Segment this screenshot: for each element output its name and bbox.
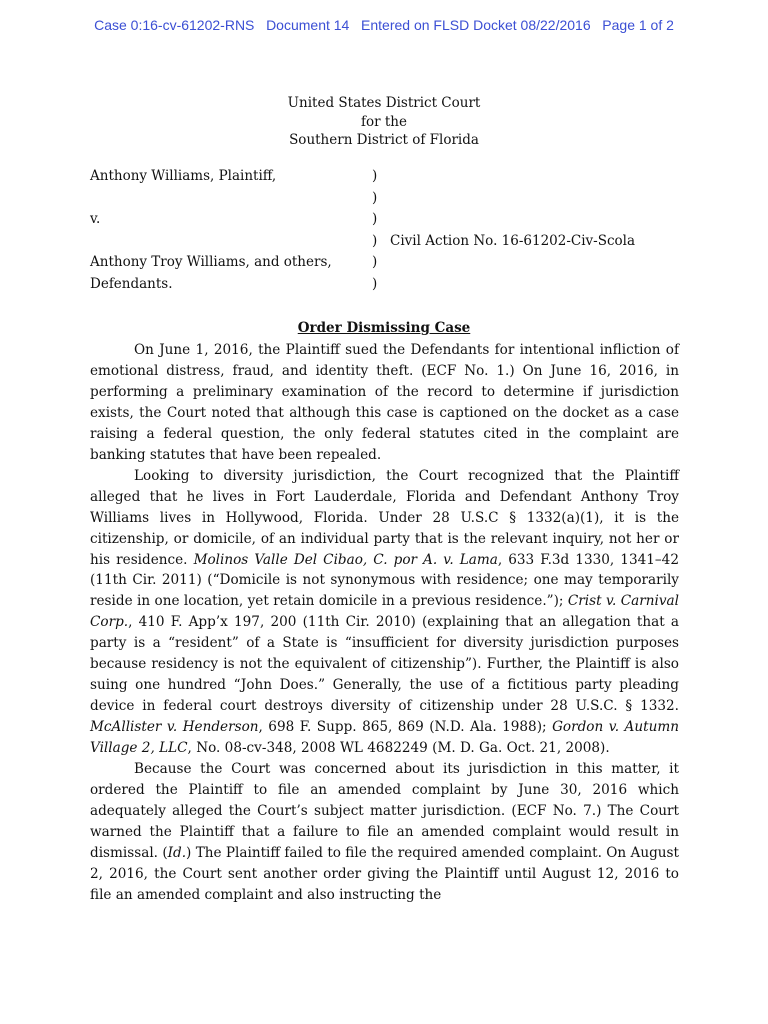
text-segment: , 698 F. Supp. 865, 869 (N.D. Ala. 1988);: [258, 719, 553, 736]
court-for: for the: [361, 113, 407, 130]
caption-row: [90, 188, 690, 210]
page-indicator: Page 1 of 2: [602, 17, 674, 33]
caption-paren: ): [372, 275, 378, 292]
case-citation: Molinos Valle Del Cibao, C. por A. v. Lama: [193, 551, 498, 568]
caption-paren: ): [372, 232, 378, 249]
caption-row: [90, 274, 690, 296]
case-citation: Crist v. Carnival Corp.: [90, 593, 680, 631]
text-segment: Because the Court was concerned about its jurisdiction in this matter, it ordered the Plaintiff to file an amended complaint by June 30, 2016 which adequately alleged the Court’s subject matter jurisdiction. (ECF No. 7.) The Court warned the Plaintiff that a failure to file an amended complaint would result in dismissal. (: [90, 761, 679, 861]
docket-header: [0, 17, 768, 33]
case-citation: Gordon v. Autumn Village 2, LLC: [90, 719, 679, 757]
case-caption: [90, 166, 690, 295]
caption-paren: ): [372, 211, 378, 227]
text-segment: , No. 08-cv-348, 2008 WL 4682249 (M. D. Ga. Oct. 21, 2008).: [187, 740, 610, 757]
caption-paren: ): [372, 168, 378, 184]
plaintiff-name: Anthony Williams, Plaintiff,: [90, 168, 277, 184]
court-name: United States District Court: [287, 95, 481, 111]
caption-row: [90, 231, 690, 253]
paragraph-3: [90, 759, 679, 906]
court-district: Southern District of Florida: [289, 132, 479, 148]
civil-action-number: Civil Action No. 16-61202-Civ-Scola: [390, 232, 636, 249]
caption-row: [90, 166, 690, 188]
text-segment: , 410 F. App’x 197, 200 (11th Cir. 2010) (explaining that an allegation that a party is a “resident” of a State is “insufficient for diversity jurisdiction purposes because residency is not the equivalent of citizenship”). Further, the Plaintiff is also suing one hundred “John Does.” Generally, the use of a fictitious party pleading device in federal court destroys diversity of citizenship under 28 U.S.C. § 1332.: [90, 614, 679, 715]
defendants-label: Defendants.: [90, 275, 173, 292]
paragraph-1: On June 1, 2016, the Plaintiff sued the Defendants for intentional infliction of emotional distress, fraud, and identity theft. (ECF No. 1.) On June 16, 2016, in performing a preliminary examination of the record to determine if jurisdiction exists, the Court noted that although this case is captioned on the docket as a case raising a federal question, the only federal statutes cited in the complaint are banking statutes that have been repealed.: [90, 342, 679, 463]
text-segment: ) The Plaintiff failed to file the required amended complaint. On August 2, 2016, the Court sent another order giving the Plaintiff until August 12, 2016 to file an amended complaint and also instructing the: [90, 844, 679, 903]
case-citation: McAllister v. Henderson: [90, 719, 259, 736]
order-title: Order Dismissing Case: [297, 320, 471, 336]
caption-paren: ): [372, 189, 378, 206]
text-segment: , 633 F.3d 1330, 1341–42 (11th Cir. 2011) (“Domicile is not synonymous with residence; one may temporarily reside in one location, yet retain domicile in a previous residence.”);: [90, 551, 679, 610]
order-body: [90, 340, 679, 906]
text-segment: Looking to diversity jurisdiction, the Court recognized that the Plaintiff alleged that he lives in Fort Lauderdale, Florida and Defendant Anthony Troy Williams lives in Hollywood, Florida. Under 28 U.S.C § 1332(a)(1), it is the citizenship, or domicile, of an individual party that is the relevant inquiry, not her or his residence.: [90, 467, 679, 568]
caption-paren: ): [372, 254, 378, 270]
versus: v.: [90, 211, 101, 227]
docket-entry: Entered on FLSD Docket 08/22/2016: [361, 17, 591, 33]
document-number: Document 14: [266, 17, 350, 33]
case-number: Case 0:16-cv-61202-RNS: [94, 17, 255, 33]
court-heading: [0, 94, 768, 150]
caption-row: [90, 252, 690, 274]
caption-row: [90, 209, 690, 231]
defendants-name: Anthony Troy Williams, and others,: [90, 254, 332, 270]
id-citation: Id.: [167, 844, 187, 861]
paragraph-2: [90, 466, 679, 759]
